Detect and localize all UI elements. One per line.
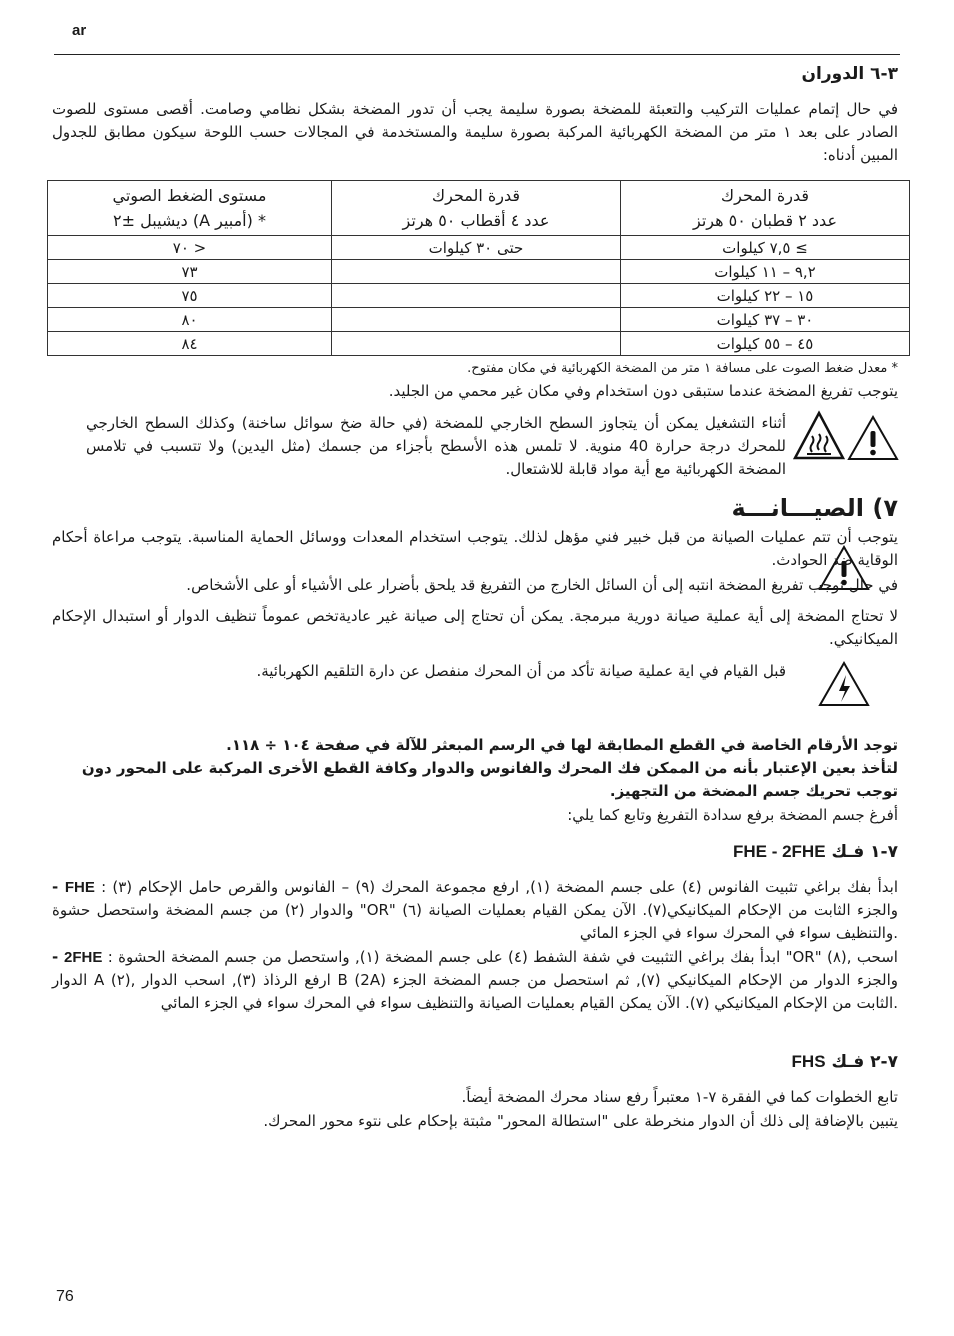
table-cell: ٨٤: [48, 332, 332, 356]
bullet-dash: -: [52, 948, 65, 966]
table-cell: [332, 260, 621, 284]
header-divider: [54, 54, 900, 55]
disassembly-bold-note: لتأخذ بعين الإعتبار بأنه من الممكن فك المحرك والفانوس والدوار وكافة القطع الأخرى المركبة على المحور دون توجب تحريك جسم المضخة من التجهيز.: [81, 759, 898, 800]
table-cell: [332, 308, 621, 332]
section-title-maintenance: ٧) الصيـــانـــة: [731, 494, 898, 522]
title-model: FHS: [791, 1052, 826, 1071]
language-code: ar: [72, 22, 87, 39]
table-cell: ١٥ – ٢٢ كيلوات: [621, 284, 910, 308]
electric-shock-icon: [817, 660, 871, 708]
table-cell: ٤٥ – ٥٥ كيلوات: [621, 332, 910, 356]
hot-surface-warning-text: أثناء التشغيل يمكن أن يتجاوز السطح الخارجي للمضخة (في حالة ضخ سوائل ساخنة) وكذلك السطح الخارجي للمحرك درجة حرارة 40 منوية. لا تلمس هذه الأسطح بأجزاء من جسمك (مثل اليدين) ولا تتسبب في تلامس المضخة الكهربائية مع أية مواد قابلة للاشتعال.: [86, 414, 786, 478]
item-model-label: FHE: [64, 879, 95, 896]
table-cell: ٨٠: [48, 308, 332, 332]
list-item: [52, 876, 898, 945]
title-arabic: ٧-١ فـك: [831, 842, 898, 862]
table-row: [48, 260, 910, 284]
table-header-cell: [332, 181, 621, 236]
table-cell: [332, 332, 621, 356]
drain-instruction: أفرغ جسم المضخة برفع سدادة التفريغ وتابع كما يلي:: [567, 806, 898, 824]
table-cell: [332, 284, 621, 308]
table-header-cell: [48, 181, 332, 236]
item-separator: :: [94, 878, 113, 896]
table-cell: حتى ٣٠ كيلوات: [332, 236, 621, 260]
item-model-label: 2FHE: [64, 949, 103, 966]
table-row: [48, 308, 910, 332]
maintenance-paragraph: لا تحتاج المضخة إلى أية عملية صيانة دورية مبرمجة. يمكن أن تحتاج إلى صيانة غير عاديةتخص عموماً تنظيف الدوار أو استبدال الإحكام الميكانيكي.: [52, 607, 898, 648]
item-text: ابدأ بفك براغي التثبيت في شفة الشفط (٤) على جسم المضخة (١), واستحصل من جسم المضخة الحشوة "OR" (٨), اسحب الدوار A (٢), ارفع الرذاذ (٣), اسحب الدوار B (2A) والجزء الدوار من الإحكام الميكانيكي (٧), ثم استحصل من جسم المضخة الجزء الثابت من الإحكام الميكانيكي (٧). الآن يمكن القيام بعمليات الصيانة والتنظيف سواء في المحرك سواء في الجزء المائي.: [52, 948, 899, 1012]
table-row: [48, 284, 910, 308]
maintenance-warning-1: [52, 526, 898, 572]
electric-warning-text: قبل القيام في اية عملية صيانة تأكد من أن المحرك منفصل عن دارة التلقيم الكهربائية.: [256, 662, 786, 680]
table-cell: ٩,٢ – ١١ كيلوات: [621, 260, 910, 284]
maintenance-qualified-text: يتوجب أن تتم عمليات الصيانة من قبل خبير فني مؤهل لذلك. يتوجب استخدام المعدات ووسائل الحماية المناسبة. يتوجب مراعاة أحكام الوقاية ضد الحوادث.: [52, 528, 898, 569]
fhs-step-1: تابع الخطوات كما في الفقرة ٧-١ معتبراً رفع سناد محرك المضخة أيضاً.: [461, 1088, 898, 1106]
fhs-step-2: يتبين بالإضافة إلى ذلك أن الدوار منخرطة على "استطالة المحور" مثبتة بإحكام على نتوء محور المحرك.: [263, 1112, 898, 1130]
table-cell: ≥ ٧,٥ كيلوات: [621, 236, 910, 260]
header-line: مستوى الضغط الصوتي: [112, 186, 267, 205]
table-row: [48, 332, 910, 356]
maintenance-warning-2: في حال توجب تفريغ المضخة انتبه إلى أن السائل الخارج من التفريغ قد يلحق بأضرار على الأشياء أو على الأشخاص.: [186, 576, 898, 594]
section-title-rotation: ٣-٦ الدوران: [801, 64, 898, 84]
parts-reference-note: توجد الأرقام الخاصة في القطع المطابقة لها في الرسم المبعثر للآلة في صفحة ١٠٤ ÷ ١١٨.: [226, 736, 898, 754]
noise-level-table: [47, 180, 910, 356]
table-row: [48, 236, 910, 260]
frost-note: يتوجب تفريغ المضخة عندما ستبقى دون استخدام وفي مكان غير محمي من الجليد.: [388, 382, 898, 400]
page-number: 76: [56, 1288, 74, 1305]
header-line: * (أمبير A) ديشيبل ±٢: [113, 211, 266, 230]
item-separator: :: [102, 948, 119, 966]
rotation-paragraph: في حال إتمام عمليات التركيب والتعبئة للمضخة بصورة سليمة يجب أن تدور المضخة بشكل نظامي وصامت. أقصى مستوى للصوت الصادر على بعد ١ متر من المضخة الكهربائية المركبة بصورة سليمة والمستخدمة في المجالات حسب اللوحة سيكون مطابق للجدول المبين أدناه:: [52, 100, 899, 164]
item-text: ابدأ بفك براغي تثبيت الفانوس (٤) على جسم المضخة (١), ارفع مجموعة المحرك (٩) – الفانوس والقرص حامل الإحكام (٣) والدوار (٢) من جسم المضخة واستحصل حشوة "OR" (٦) والجزء الثابت من الإحكام الميكانيكي(٧). الآن يمكن القيام بعمليات الصيانة والتنظيف سواء في المحرك سواء في الجزء المائي.: [52, 878, 899, 942]
header-line: عدد ٤ أقطاب ٥٠ هرتز: [402, 211, 550, 230]
table-cell: ٣٠ – ٣٧ كيلوات: [621, 308, 910, 332]
table-header-cell: [621, 181, 910, 236]
title-model: FHE - 2FHE: [732, 842, 826, 861]
table-header-row: [48, 181, 910, 236]
list-item: [52, 946, 898, 1015]
section-title-disassembly-fhs: [52, 1052, 898, 1072]
hot-surface-icon: [792, 410, 846, 462]
title-arabic: ٧-٢ فـك: [831, 1052, 898, 1072]
table-cell: < ٧٠: [48, 236, 332, 260]
header-line: عدد ٢ قطبان ٥٠ هرتز: [693, 211, 837, 230]
header-line: قدرة المحرك: [431, 186, 521, 205]
table-cell: ٧٣: [48, 260, 332, 284]
warning-triangle-icon: [846, 414, 900, 462]
bullet-dash: -: [52, 878, 65, 896]
table-cell: ٧٥: [48, 284, 332, 308]
table-footnote: * معدل ضغط الصوت على مسافة ١ متر من المضخة الكهربائية في مكان مفتوح.: [467, 361, 898, 376]
header-line: قدرة المحرك: [720, 186, 810, 205]
section-title-disassembly-fhe: [52, 842, 898, 862]
